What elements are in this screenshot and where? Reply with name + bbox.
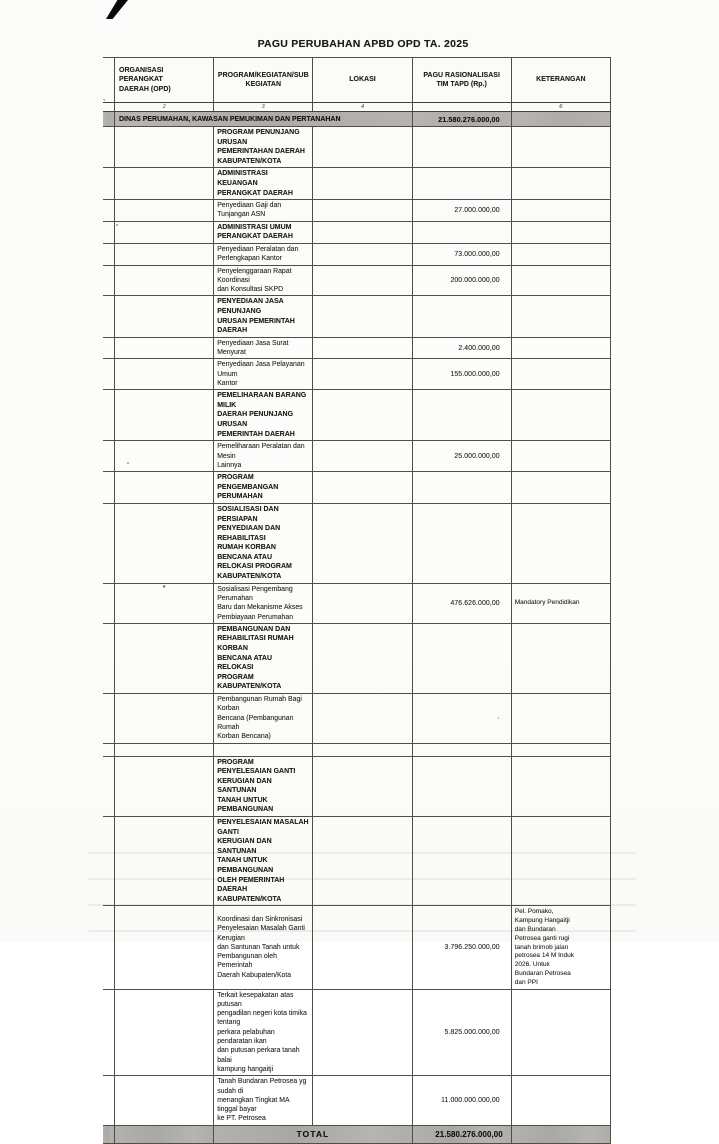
header-row (103, 58, 611, 103)
table-row (103, 989, 611, 1076)
lokasi-cell (313, 221, 412, 243)
lokasi-cell (313, 906, 412, 989)
scan-streak (88, 904, 636, 906)
margin-cell (103, 694, 115, 743)
program-cell: PENYEDIAAN JASA PENUNJANG URUSAN PEMERINTAH DAERAH (214, 296, 313, 337)
table-row (103, 472, 611, 504)
table-row (103, 337, 611, 359)
lokasi-cell (313, 989, 412, 1076)
keterangan-cell (511, 127, 610, 168)
page-title: PAGU PERUBAHAN APBD OPD TA. 2025 (257, 38, 469, 50)
lokasi-cell (313, 817, 412, 906)
lokasi-cell (313, 694, 412, 743)
lokasi-cell (313, 243, 412, 265)
margin-cell (103, 906, 115, 989)
margin-cell (103, 1125, 115, 1143)
keterangan-cell (511, 168, 610, 200)
pagu-cell (412, 472, 511, 504)
keterangan-cell: Mandatory Pendidikan (511, 583, 610, 623)
program-cell: PENYELESAIAN MASALAH GANTI KERUGIAN DAN SANTUNAN TANAH UNTUK PEMBANGUNAN OLEH PEMERINTAH DAERAH KABUPATEN/KOTA (214, 817, 313, 906)
pagu-cell: 11.000.000.000,00 (412, 1076, 511, 1125)
program-cell: ADMINISTRASI KEUANGAN PERANGKAT DAERAH (214, 168, 313, 200)
keterangan-cell (511, 1125, 610, 1143)
opd-cell (115, 200, 214, 222)
program-cell: Sosialisasi Pengembang Perumahan Baru dan Mekanisme Akses Pembiayaan Perumahan (214, 583, 313, 623)
lokasi-cell (313, 337, 412, 359)
opd-cell (115, 127, 214, 168)
table-row-opd-section (103, 112, 611, 127)
program-cell: Terkait kesepakatan atas putusan pengadilan negeri kota timika tentang perkara pelabuhan pendaratan ikan dan putusan perkara tanah balai kampung hangaitji (214, 989, 313, 1076)
margin-cell (103, 200, 115, 222)
table-row (103, 817, 611, 906)
table-row-empty (103, 743, 611, 756)
program-cell: Penyediaan Gaji dan Tunjangan ASN (214, 200, 313, 222)
program-cell: PEMBANGUNAN DAN REHABILITASI RUMAH KORBAN BENCANA ATAU RELOKASI PROGRAM KABUPATEN/KOTA (214, 623, 313, 693)
program-cell: Tanah Bundaran Petrosea yg sudah di menangkan Tingkat MA tinggal bayar ke PT. Petrosea (214, 1076, 313, 1125)
pagu-cell: · (412, 694, 511, 743)
margin-cell (103, 1076, 115, 1125)
pagu-cell: 3.796.250.000,00 (412, 906, 511, 989)
program-cell: Penyediaan Jasa Pelayanan Umum Kantor (214, 359, 313, 390)
pagu-cell: 5.825.000.000,00 (412, 989, 511, 1076)
column-header-opd: ORGANISASI PERANGKAT DAERAH (OPD) (115, 58, 214, 103)
margin-cell (103, 112, 115, 127)
program-cell (214, 743, 313, 756)
table-row (103, 1076, 611, 1125)
keterangan-cell (511, 243, 610, 265)
table-row (103, 694, 611, 743)
pagu-cell (412, 168, 511, 200)
program-cell: Penyediaan Jasa Surat Menyurat (214, 337, 313, 359)
program-cell: Penyelenggaraan Rapat Koordinasi dan Konsultasi SKPD (214, 265, 313, 296)
opd-cell (115, 623, 214, 693)
lokasi-cell (313, 296, 412, 337)
keterangan-cell (511, 1076, 610, 1125)
program-cell: Koordinasi dan Sinkronisasi Penyelesaian Masalah Ganti Kerugian dan Santunan Tanah untuk Pembangunan oleh Pemerintah Daerah Kabupaten/Kota (214, 906, 313, 989)
table-row (103, 168, 611, 200)
column-header-keterangan: KETERANGAN (511, 58, 610, 103)
lokasi-cell (313, 168, 412, 200)
table-row-total (103, 1125, 611, 1143)
scan-streak (88, 878, 636, 880)
program-cell: Pembangunan Rumah Bagi Korban Bencana (Pembangunan Rumah Korban Bencana) (214, 694, 313, 743)
table-row (103, 359, 611, 390)
keterangan-cell (511, 337, 610, 359)
opd-cell (115, 503, 214, 583)
lokasi-cell (313, 200, 412, 222)
column-header-pagu: PAGU RASIONALISASI TIM TAPD (Rp.) (412, 58, 511, 103)
opd-cell (115, 743, 214, 756)
pagu-cell (412, 756, 511, 817)
lokasi-cell (313, 390, 412, 441)
margin-cell (103, 441, 115, 472)
table-row (103, 221, 611, 243)
opd-cell (115, 221, 214, 243)
lokasi-cell (313, 583, 412, 623)
margin-cell (103, 989, 115, 1076)
margin-cell (103, 583, 115, 623)
margin-cell (103, 296, 115, 337)
margin-cell (103, 103, 115, 112)
keterangan-cell (511, 989, 610, 1076)
column-number (412, 103, 511, 112)
table-row (103, 756, 611, 817)
opd-cell (115, 168, 214, 200)
margin-cell (103, 503, 115, 583)
program-cell: SOSIALISASI DAN PERSIAPAN PENYEDIAAN DAN REHABILITASI RUMAH KORBAN BENCANA ATAU RELOKASI PROGRAM KABUPATEN/KOTA (214, 503, 313, 583)
program-cell: ADMINISTRASI UMUM PERANGKAT DAERAH (214, 221, 313, 243)
opd-cell (115, 817, 214, 906)
lokasi-cell (313, 756, 412, 817)
keterangan-cell (511, 265, 610, 296)
column-number: 4 (313, 103, 412, 112)
keterangan-cell (511, 817, 610, 906)
table-row (103, 441, 611, 472)
column-number-row (103, 103, 611, 112)
pagu-cell (412, 390, 511, 441)
keterangan-cell (511, 694, 610, 743)
total-label-cell: TOTAL (214, 1125, 412, 1143)
pagu-cell (412, 503, 511, 583)
column-number: 2 (115, 103, 214, 112)
pagu-cell (412, 817, 511, 906)
lokasi-cell (313, 359, 412, 390)
program-cell: PROGRAM PENGEMBANGAN PERUMAHAN (214, 472, 313, 504)
margin-cell: , (103, 58, 115, 103)
program-cell: PROGRAM PENUNJANG URUSAN PEMERINTAHAN DAERAH KABUPATEN/KOTA (214, 127, 313, 168)
keterangan-cell (511, 112, 610, 127)
opd-cell (115, 359, 214, 390)
opd-section-cell: DINAS PERUMAHAN, KAWASAN PEMUKIMAN DAN PERTANAHAN (115, 112, 413, 127)
pagu-cell (412, 296, 511, 337)
opd-cell: * (115, 583, 214, 623)
keterangan-cell (511, 756, 610, 817)
table-row (103, 265, 611, 296)
total-pagu-cell: 21.580.276.000,00 (412, 1125, 511, 1143)
margin-cell (103, 337, 115, 359)
column-number: 3 (214, 103, 313, 112)
keterangan-cell (511, 503, 610, 583)
margin-cell (103, 359, 115, 390)
keterangan-cell (511, 221, 610, 243)
opd-cell (115, 265, 214, 296)
opd-cell (115, 390, 214, 441)
pagu-cell (412, 127, 511, 168)
opd-cell (115, 694, 214, 743)
column-header-program: PROGRAM/KEGIATAN/SUB KEGIATAN (214, 58, 313, 103)
margin-cell (103, 221, 115, 243)
margin-cell (103, 390, 115, 441)
keterangan-cell (511, 472, 610, 504)
table-row (103, 200, 611, 222)
lokasi-cell (313, 127, 412, 168)
opd-cell (115, 296, 214, 337)
opd-cell (115, 1125, 214, 1143)
lokasi-cell (313, 265, 412, 296)
program-cell: PEMELIHARAAN BARANG MILIK DAERAH PENUNJANG URUSAN PEMERINTAH DAERAH (214, 390, 313, 441)
margin-cell (103, 127, 115, 168)
table-row (103, 127, 611, 168)
pagu-cell: 2.400.000,00 (412, 337, 511, 359)
margin-cell (103, 817, 115, 906)
budget-table (103, 57, 611, 1144)
lokasi-cell (313, 743, 412, 756)
keterangan-cell (511, 743, 610, 756)
pagu-cell (412, 623, 511, 693)
program-cell: Pemeliharaan Peralatan dan Mesin Lainnya (214, 441, 313, 472)
table-row (103, 243, 611, 265)
table-row (103, 296, 611, 337)
keterangan-cell (511, 441, 610, 472)
opd-cell (115, 441, 214, 472)
table-row (103, 623, 611, 693)
pen-corner-mark (106, 0, 128, 19)
keterangan-cell (511, 390, 610, 441)
lokasi-cell (313, 623, 412, 693)
opd-cell (115, 989, 214, 1076)
pagu-cell: 155.000.000,00 (412, 359, 511, 390)
scan-streak (88, 852, 636, 854)
program-cell: PROGRAM PENYELESAIAN GANTI KERUGIAN DAN SANTUNAN TANAH UNTUK PEMBANGUNAN (214, 756, 313, 817)
scan-speck (127, 462, 129, 464)
pagu-cell: 27.000.000,00 (412, 200, 511, 222)
keterangan-cell (511, 623, 610, 693)
opd-cell (115, 756, 214, 817)
keterangan-cell (511, 296, 610, 337)
keterangan-cell (511, 200, 610, 222)
table-row-sosialisasi (103, 583, 611, 623)
pagu-cell (412, 743, 511, 756)
lokasi-cell (313, 441, 412, 472)
pagu-cell (412, 221, 511, 243)
opd-cell (115, 337, 214, 359)
opd-cell (115, 1076, 214, 1125)
pagu-cell: 21.580.276.000,00 (412, 112, 511, 127)
table-row (103, 390, 611, 441)
pagu-cell: 476.626.000,00 (412, 583, 511, 623)
margin-cell (103, 756, 115, 817)
pagu-cell: 73.000.000,00 (412, 243, 511, 265)
scan-speck (116, 224, 118, 226)
scan-streak (88, 930, 636, 932)
opd-cell (115, 243, 214, 265)
margin-cell (103, 472, 115, 504)
table-row (103, 503, 611, 583)
lokasi-cell (313, 1076, 412, 1125)
table-row-koordinasi (103, 906, 611, 989)
column-number: 6 (511, 103, 610, 112)
margin-cell (103, 265, 115, 296)
program-cell: Penyediaan Peralatan dan Perlengkapan Kantor (214, 243, 313, 265)
pagu-cell: 200.000.000,00 (412, 265, 511, 296)
opd-cell (115, 472, 214, 504)
keterangan-cell (511, 359, 610, 390)
lokasi-cell (313, 503, 412, 583)
keterangan-cell: Pel. Pomako, Kampung Hangaitji dan Bundaran Petrosea ganti rugi tanah brimob jalan petrosea 14 M Induk 2026. Untuk Bundaran Petrosea dan PPI (511, 906, 610, 989)
pagu-cell: 25.000.000,00 (412, 441, 511, 472)
margin-cell (103, 168, 115, 200)
margin-cell (103, 623, 115, 693)
margin-cell (103, 243, 115, 265)
lokasi-cell (313, 472, 412, 504)
opd-cell (115, 906, 214, 989)
margin-cell (103, 743, 115, 756)
column-header-lokasi: LOKASI (313, 58, 412, 103)
